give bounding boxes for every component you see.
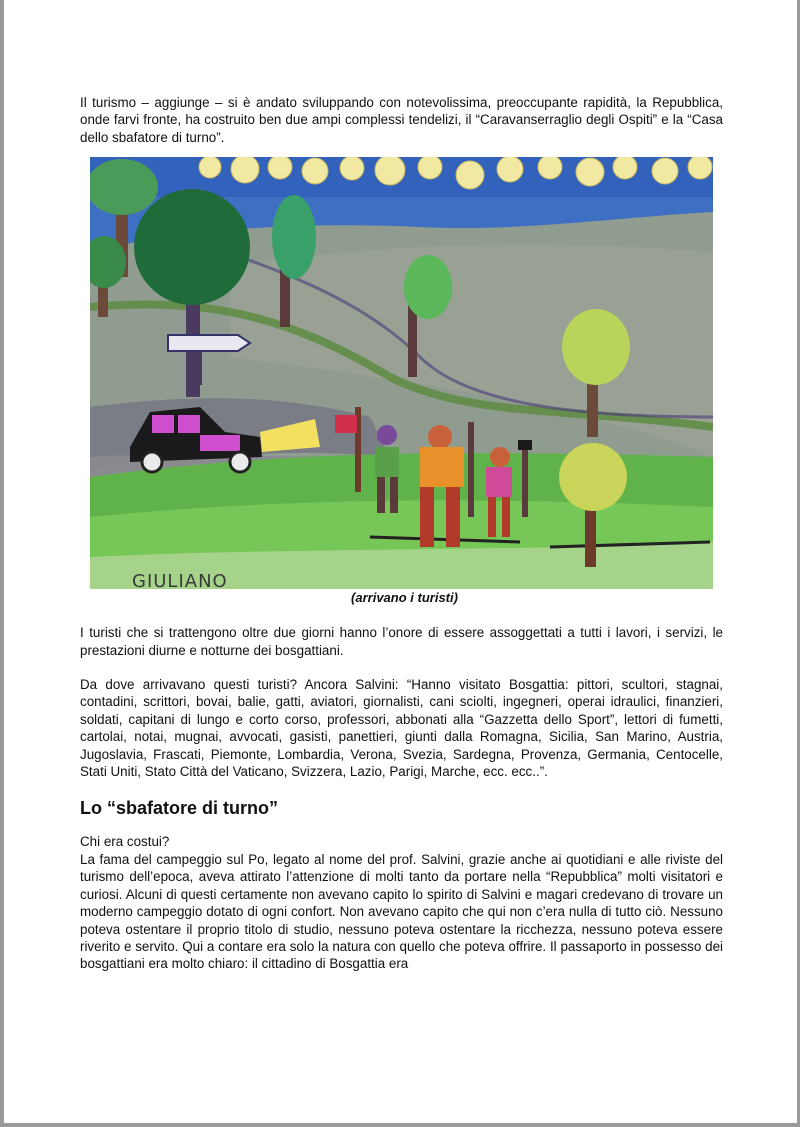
- paragraph-tourism-growth: Il turismo – aggiunge – si è andato sviluppando con notevolissima, preoccupante rapidità, la Repubblica, onde farvi fronte, ha costruito ben due ampi complessi tendelizi, il “Caravanserraglio degli Ospiti” e la “Casa dello sbafatore di turno”.: [80, 95, 723, 145]
- paragraph-tourists-stay: I turisti che si trattengono oltre due giorni hanno l’onore di essere assoggettati a tutti i lavori, i servizi, le prestazioni diurne e notturne dei bosgattiani.: [80, 625, 723, 658]
- watercolor-painting: [90, 157, 713, 589]
- painting-signature: GIULIANO: [132, 571, 228, 592]
- paragraph-fame: La fama del campeggio sul Po, legato al nome del prof. Salvini, grazie anche ai quotidiani e alle riviste del turismo dell’epoca, aveva attirato l’attenzione di molti tanto da portare nella “Repubblica” molti visitatori e curiosi. Alcuni di questi certamente non avevano capito lo spirito di Salvini e magari credevano di trovare un moderno campeggio dotato di ogni confort. Non avevano capito che qui non c’era nulla di tutto ciò. Nessuno poteva ostentare il proprio titolo di studio, nessuno poteva ostentare la ricchezza, nessuno poteva essere riverito e servito. Qui a contare era solo la natura con quello che poteva offrire. Il passaporto in possesso dei bosgattiani era molto chiaro: il cittadino di Bosgattia era: [80, 851, 723, 972]
- document-page: [80, 94, 723, 973]
- figure-caption: (arrivano i turisti): [351, 590, 458, 606]
- section-heading: Lo “sbafatore di turno”: [80, 798, 278, 819]
- figure: [80, 157, 723, 606]
- paragraph-question: Chi era costui?: [80, 834, 170, 850]
- paragraph-tourists-origin: Da dove arrivavano questi turisti? Ancora Salvini: “Hanno visitato Bosgattia: pittori, scultori, stagnai, contadini, scrittori, bovai, balie, gatti, aviatori, giornalisti, cani sciolti, ingegneri, operai idraulici, finanzieri, soldati, capitani di lungo e corto corso, professori, abbonati alla “Gazzetta dello Sport”, lettori di fumetti, cartolai, notai, mugnai, avvocati, gasisti, panettieri, giunti dalla Romagna, Sicilia, San Marino, Austria, Jugoslavia, Frascati, Piemonte, Lombardia, Verona, Svezia, Sardegna, Provenza, Germania, Centocelle, Stati Uniti, Stato Città del Vaticano, Svizzera, Lazio, Parigi, Marche, ecc. ecc..”.: [80, 677, 723, 780]
